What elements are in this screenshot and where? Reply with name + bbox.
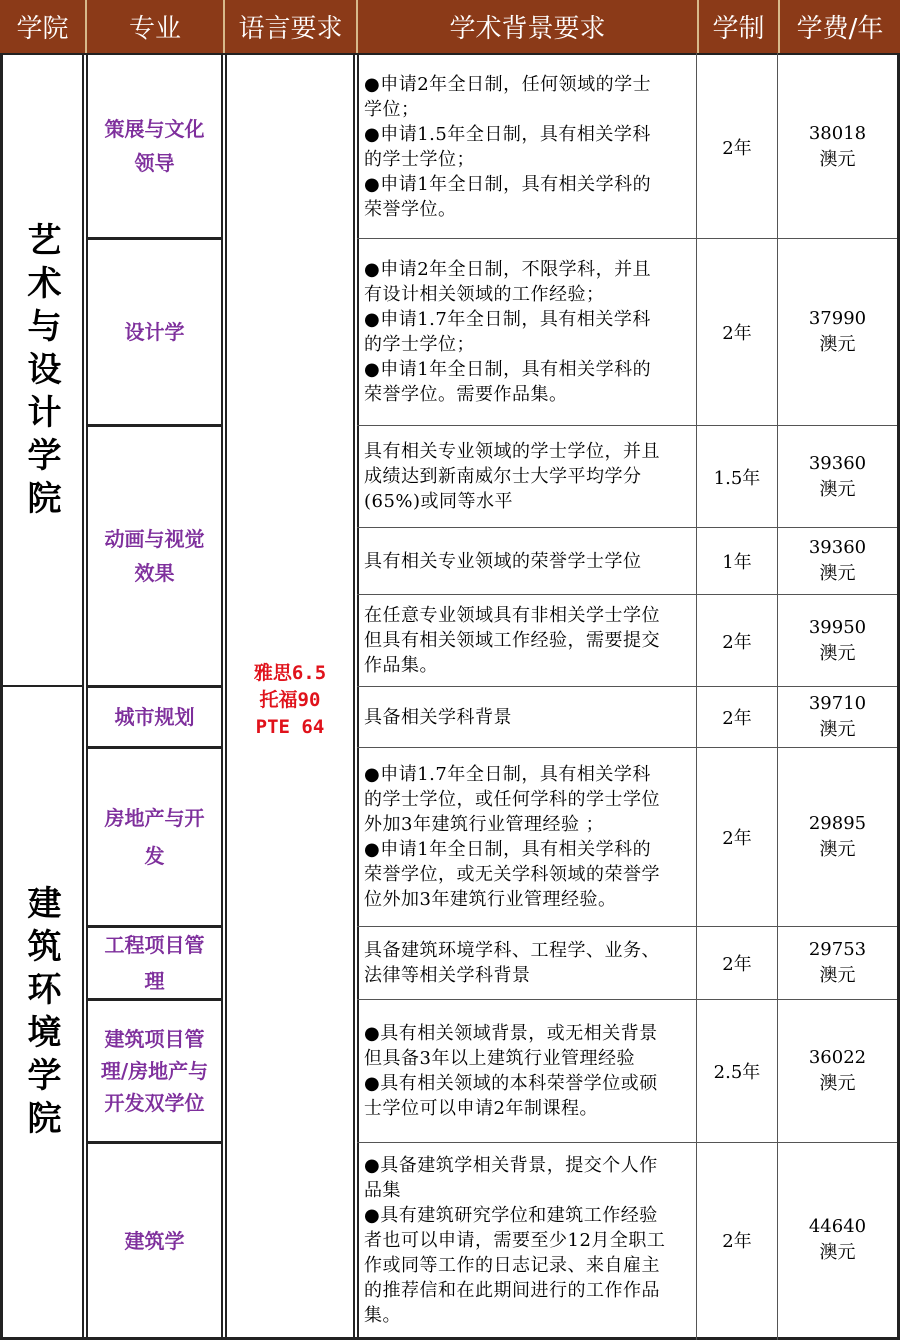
fee-value	[778, 691, 897, 743]
requirement-line: 的推荐信和在此期间进行的工作作品	[364, 1279, 660, 1301]
fee-value	[778, 535, 897, 587]
language-line: 雅思6.5	[253, 661, 327, 684]
requirement-line: 的学士学位；	[364, 148, 475, 170]
major-name: 设计学	[124, 320, 185, 344]
fee-line: 39710	[808, 693, 867, 714]
fee-cell	[778, 748, 897, 926]
fee-value	[778, 306, 897, 358]
duration-cell	[697, 687, 777, 747]
requirement-text	[359, 257, 655, 407]
fee-line: 36022	[808, 1047, 867, 1068]
fee-value	[778, 1045, 897, 1097]
school-name: 建筑环境学院	[27, 884, 62, 1139]
requirement-line: 在任意专业领域具有非相关学士学位	[364, 605, 660, 626]
requirement-line: 集。	[364, 1304, 401, 1326]
header-major: 专业	[85, 0, 223, 53]
requirement-text	[359, 1021, 662, 1121]
requirement-line: 的学士学位；	[364, 334, 475, 355]
duration-value: 2年	[722, 708, 752, 729]
requirement-cell	[359, 426, 696, 527]
requirement-line: ●申请1年全日制，具有相关学科的	[364, 839, 652, 860]
fee-cell	[778, 55, 897, 238]
requirement-line: 品集	[364, 1179, 401, 1201]
requirement-line: 具备相关学科背景	[364, 706, 512, 728]
duration-cell	[697, 239, 777, 425]
header-duration: 学制	[697, 0, 778, 53]
duration-cell	[697, 528, 777, 594]
requirement-line: ●申请2年全日制，任何领域的学士	[364, 73, 652, 95]
requirement-line: 有设计相关领域的工作经验；	[364, 284, 605, 305]
duration-value: 2年	[722, 631, 752, 653]
major-name: 城市规划	[114, 705, 195, 729]
requirement-line: ●具有建筑研究学位和建筑工作经验	[364, 1204, 658, 1226]
language-requirement	[227, 655, 353, 745]
requirement-line: (65%)或同等水平	[364, 491, 514, 512]
requirement-cell	[359, 1143, 696, 1337]
fee-line: 澳元	[819, 719, 856, 740]
major-name: 建筑项目管理/房地产与开发双学位	[100, 1027, 209, 1115]
fee-line: 澳元	[819, 478, 856, 500]
requirement-text	[359, 549, 646, 574]
fee-line: 38018	[808, 122, 867, 144]
fee-value	[778, 451, 897, 503]
requirement-cell	[359, 55, 696, 238]
major-cell	[88, 928, 221, 998]
requirement-line: 士学位可以申请2年制课程。	[364, 1098, 598, 1119]
fee-line: 29753	[808, 939, 867, 960]
requirement-line: ●申请1年全日制，具有相关学科的	[364, 359, 652, 380]
requirement-line: ●具备建筑学相关背景，提交个人作	[364, 1154, 658, 1176]
major-cell	[88, 1144, 221, 1337]
requirement-text	[359, 603, 664, 678]
requirement-cell	[359, 687, 696, 747]
requirement-line: ●申请1年全日制，具有相关学科的	[364, 173, 652, 195]
fee-cell	[778, 595, 897, 686]
duration-cell	[697, 426, 777, 527]
fee-value	[778, 811, 897, 863]
requirement-line: 具备建筑环境学科、工程学、业务、	[364, 940, 660, 961]
fee-value	[778, 615, 897, 667]
duration-cell	[697, 55, 777, 238]
requirement-line: 法律等相关学科背景	[364, 965, 531, 986]
duration-value: 2年	[722, 137, 752, 159]
major-name: 房地产与开发	[104, 806, 205, 868]
fee-cell	[778, 1143, 897, 1337]
requirement-line: 作品集。	[364, 655, 438, 676]
requirement-text	[359, 938, 664, 988]
requirement-line: ●申请1.7年全日制，具有相关学科	[364, 764, 651, 785]
duration-cell	[697, 748, 777, 926]
requirement-line: 成绩达到新南威尔士大学平均学分	[364, 466, 642, 487]
fee-line: 澳元	[819, 839, 856, 860]
requirement-cell	[359, 528, 696, 594]
major-cell	[88, 55, 221, 237]
school-built-environment	[3, 687, 82, 1337]
header-school: 学院	[0, 0, 85, 53]
duration-cell	[697, 1000, 777, 1142]
fee-line: 44640	[808, 1216, 867, 1237]
major-name: 工程项目管理	[104, 933, 205, 993]
requirement-cell	[359, 1000, 696, 1142]
requirement-line: ●申请2年全日制，不限学科，并且	[364, 259, 652, 280]
fee-cell	[778, 687, 897, 747]
duration-value: 1年	[722, 552, 752, 573]
fee-line: 39950	[808, 616, 867, 638]
requirement-cell	[359, 927, 696, 999]
requirement-cell	[359, 239, 696, 425]
requirement-cell	[359, 595, 696, 686]
fee-cell	[778, 1000, 897, 1142]
major-cell	[88, 688, 221, 746]
requirement-line: 荣誉学位。需要作品集。	[364, 384, 568, 405]
duration-cell	[697, 595, 777, 686]
school-art-design	[3, 55, 82, 685]
fee-cell	[778, 239, 897, 425]
requirement-line: 的学士学位，或任何学科的学士学位	[364, 789, 660, 810]
requirement-text	[359, 1153, 669, 1328]
requirement-line: 者也可以申请，需要至少12月全职工	[364, 1229, 666, 1251]
major-name: 动画与视觉效果	[104, 527, 205, 585]
requirement-line: 学位；	[364, 98, 420, 120]
header-language: 语言要求	[223, 0, 356, 53]
requirement-line: 位外加3年建筑行业管理经验。	[364, 889, 617, 910]
major-cell	[88, 427, 221, 685]
fee-line: 澳元	[819, 1242, 856, 1263]
requirement-line: 外加3年建筑行业管理经验 ；	[364, 814, 605, 835]
fee-line: 39360	[808, 452, 867, 474]
duration-value: 2年	[722, 954, 752, 975]
duration-value: 2年	[722, 323, 752, 344]
major-cell	[88, 749, 221, 925]
requirement-line: ●申请1.5年全日制，具有相关学科	[364, 123, 651, 145]
fee-line: 澳元	[819, 1073, 856, 1094]
fee-line: 澳元	[819, 965, 856, 986]
requirement-line: 但具有相关领域工作经验，需要提交	[364, 630, 660, 651]
requirement-text	[359, 762, 664, 912]
fee-value	[778, 121, 897, 173]
fee-value	[778, 937, 897, 989]
fee-value	[778, 1214, 897, 1266]
fee-line: 澳元	[819, 334, 856, 355]
requirement-line: 具有相关专业领域的学士学位，并且	[364, 441, 660, 462]
duration-value: 2年	[722, 1231, 752, 1252]
requirement-line: 具有相关专业领域的荣誉学士学位	[364, 550, 642, 572]
language-line: PTE 64	[255, 715, 325, 738]
language-line: 托福90	[259, 688, 321, 711]
requirement-line: 但具备3年以上建筑行业管理经验	[364, 1048, 635, 1069]
fee-cell	[778, 426, 897, 527]
requirement-line: 荣誉学位，或无关学科领域的荣誉学	[364, 864, 660, 885]
duration-cell	[697, 1143, 777, 1337]
requirement-line: ●具有相关领域背景，或无相关背景	[364, 1023, 658, 1044]
fee-line: 澳元	[819, 148, 856, 170]
header-fee: 学费/年	[778, 0, 900, 53]
major-name: 策展与文化领导	[104, 117, 205, 175]
fee-cell	[778, 528, 897, 594]
fee-line: 39360	[808, 537, 867, 558]
major-cell	[88, 240, 221, 424]
requirement-line: 荣誉学位。	[364, 198, 457, 220]
fee-line: 37990	[808, 308, 867, 329]
duration-value: 1.5年	[713, 467, 761, 489]
requirement-text	[359, 439, 664, 514]
requirement-cell	[359, 748, 696, 926]
school-name: 艺术与设计学院	[27, 220, 62, 519]
requirement-line: 作或同等工作的日志记录、来自雇主	[364, 1254, 660, 1276]
fee-line: 29895	[808, 813, 867, 834]
fee-line: 澳元	[819, 642, 856, 664]
major-cell	[88, 1001, 221, 1141]
requirement-text	[359, 72, 655, 222]
requirement-line: ●具有相关领域的本科荣誉学位或硕	[364, 1073, 658, 1094]
requirement-text	[359, 705, 516, 730]
requirement-line: ●申请1.7年全日制，具有相关学科	[364, 309, 651, 330]
major-name: 建筑学	[124, 1228, 185, 1253]
duration-cell	[697, 927, 777, 999]
duration-value: 2.5年	[713, 1062, 761, 1083]
header-requirements: 学术背景要求	[356, 0, 697, 53]
duration-value: 2年	[722, 828, 752, 849]
fee-line: 澳元	[819, 563, 856, 584]
fee-cell	[778, 927, 897, 999]
